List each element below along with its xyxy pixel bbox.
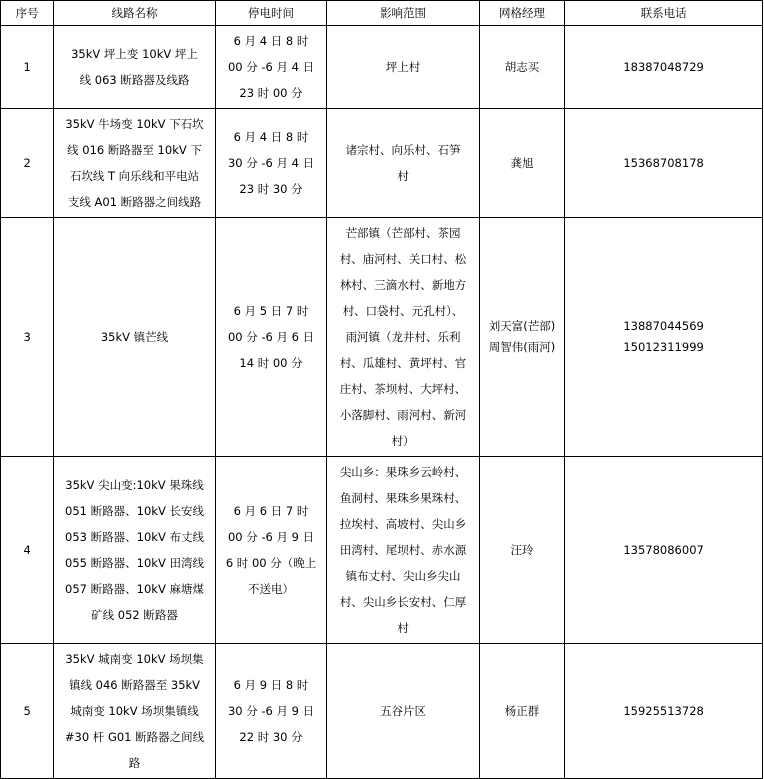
row-grid-manager xyxy=(479,218,564,457)
row-no: 2 xyxy=(1,109,54,218)
table-row xyxy=(1,218,763,457)
table-row xyxy=(1,109,763,218)
row-affected-area-text: 诸宗村、向乐村、石笋村 xyxy=(345,143,461,183)
row-phone xyxy=(565,26,763,109)
table-row xyxy=(1,26,763,109)
header-affected-area: 影响范围 xyxy=(327,1,480,26)
row-affected-area-text: 尖山乡：果珠乡云岭村、鱼洞村、果珠乡果珠村、拉埃村、高坡村、尖山乡田湾村、尾坝村、赤水源镇布丈村、尖山乡尖山村、尖山乡长安村、仁厚村 xyxy=(339,465,467,635)
phone-number: 13887044569 xyxy=(623,319,704,333)
manager-name: 杨正群 xyxy=(504,703,540,718)
row-no: 1 xyxy=(1,26,54,109)
row-outage-time xyxy=(215,109,326,218)
header-no: 序号 xyxy=(1,1,54,26)
header-row xyxy=(1,1,763,26)
row-line-name xyxy=(54,644,216,779)
row-outage-time xyxy=(215,457,326,644)
manager-name: 龚旭 xyxy=(510,155,534,170)
phone-number: 13578086007 xyxy=(623,542,704,557)
row-outage-time xyxy=(215,218,326,457)
row-affected-area: 五谷片区 xyxy=(327,644,480,779)
row-line-name-text: 35kV 坪上变 10kV 坪上线 063 断路器及线路 xyxy=(71,47,198,87)
row-line-name xyxy=(54,457,216,644)
row-phone xyxy=(565,109,763,218)
row-outage-time-text: 6 月 9 日 8 时 30 分 -6 月 9 日 22 时 30 分 xyxy=(227,678,315,744)
table-row xyxy=(1,644,763,779)
row-affected-area: 坪上村 xyxy=(327,26,480,109)
row-affected-area-text: 芒部镇（芒部村、茶园村、庙河村、关口村、松林村、三滴水村、新地方村、口袋村、元孔村）、雨河镇（龙井村、乐利村、瓜雄村、黄坪村、官庄村、茶坝村、大坪村、小落脚村、雨河村、新河村） xyxy=(339,226,467,448)
row-affected-area xyxy=(327,457,480,644)
row-line-name-text: 35kV 尖山变:10kV 果珠线 051 断路器、10kV 长安线 053 断路器、10kV 布丈线 055 断路器、10kV 田湾线 057 断路器、10kV 麻塘煤矿线 052 断路器 xyxy=(65,478,204,622)
row-grid-manager xyxy=(479,457,564,644)
row-outage-time-text: 6 月 6 日 7 时 00 分 -6 月 9 日 6 时 00 分（晚上不送电） xyxy=(225,504,317,596)
table-row xyxy=(1,457,763,644)
manager-name: 周智伟(雨河) xyxy=(488,340,556,354)
row-outage-time-text: 6 月 4 日 8 时 00 分 -6 月 4 日 23 时 00 分 xyxy=(227,34,315,100)
row-phone xyxy=(565,644,763,779)
row-line-name-text: 35kV 城南变 10kV 场坝集镇线 046 断路器至 35kV 城南变 10kV 场坝集镇线 #30 杆 G01 断路器之间线路 xyxy=(64,652,205,770)
phone-number: 18387048729 xyxy=(623,59,704,74)
header-outage-time: 停电时间 xyxy=(215,1,326,26)
header-grid-manager: 网格经理 xyxy=(479,1,564,26)
row-outage-time xyxy=(215,644,326,779)
row-line-name: 35kV 镇芒线 xyxy=(54,218,216,457)
header-phone: 联系电话 xyxy=(565,1,763,26)
phone-number: 15925513728 xyxy=(623,703,704,718)
row-outage-time-text: 6 月 4 日 8 时 30 分 -6 月 4 日 23 时 30 分 xyxy=(227,130,315,196)
manager-name: 汪玲 xyxy=(510,542,534,557)
row-outage-time-text: 6 月 5 日 7 时 00 分 -6 月 6 日 14 时 00 分 xyxy=(227,304,315,370)
manager-name: 刘天富(芒部) xyxy=(488,319,556,333)
row-line-name xyxy=(54,26,216,109)
row-affected-area xyxy=(327,218,480,457)
row-affected-area xyxy=(327,109,480,218)
row-phone xyxy=(565,457,763,644)
manager-name: 胡志买 xyxy=(504,59,540,74)
phone-number: 15012311999 xyxy=(623,340,704,354)
row-no: 4 xyxy=(1,457,54,644)
row-outage-time xyxy=(215,26,326,109)
row-no: 5 xyxy=(1,644,54,779)
phone-number: 15368708178 xyxy=(623,155,704,170)
row-line-name-text: 35kV 牛场变 10kV 下石坎线 016 断路器至 10kV 下石坎线 T 向乐线和平电站支线 A01 断路器之间线路 xyxy=(65,117,204,209)
row-grid-manager xyxy=(479,109,564,218)
row-grid-manager xyxy=(479,26,564,109)
row-phone xyxy=(565,218,763,457)
row-no: 3 xyxy=(1,218,54,457)
row-grid-manager xyxy=(479,644,564,779)
header-line-name: 线路名称 xyxy=(54,1,216,26)
row-line-name xyxy=(54,109,216,218)
